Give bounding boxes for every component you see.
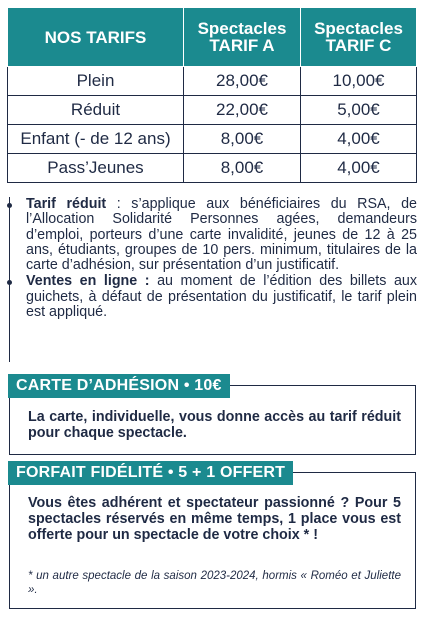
row-label: Pass’Jeunes	[8, 154, 184, 183]
table-row	[8, 67, 417, 96]
table-row	[8, 125, 417, 154]
bullet-icon	[7, 203, 12, 208]
table-row	[8, 154, 417, 183]
table-row	[8, 96, 417, 125]
row-price-a: 28,00€	[184, 67, 301, 96]
row-price-a: 22,00€	[184, 96, 301, 125]
carte-adhesion-body: La carte, individuelle, vous donne accès au tarif réduit pour chaque spectacle.	[28, 409, 401, 441]
note-tarif-reduit	[10, 197, 417, 273]
forfait-fidelite-box	[9, 464, 416, 609]
header-tarif-a-line2: TARIF A	[209, 36, 275, 55]
row-price-c: 5,00€	[301, 96, 417, 125]
forfait-fidelite-body: Vous êtes adhérent et spectateur passionné ? Pour 5 spectacles réservés en même temps, 1 place vous est offerte pour un spectacle de votre choix * !	[28, 495, 401, 543]
header-tarif-c-line2: TARIF C	[325, 36, 392, 55]
row-price-c: 4,00€	[301, 125, 417, 154]
header-tarif-c-line1: Spectacles	[314, 19, 403, 38]
tarifs-table	[7, 7, 417, 183]
header-tarif-a-line1: Spectacles	[197, 19, 287, 38]
header-tarif-a	[184, 8, 301, 67]
note-term: Tarif réduit	[26, 196, 107, 212]
header-tarif-c	[301, 8, 417, 67]
note-text: : s’applique aux bénéficiaires du RSA, de l’Allocation Solidarité Personnes agées, demandeurs d’emploi, porteurs d’une carte invalidité, jeunes de 12 à 25 ans, étudiants, groupes de 10 pers. minimum, titulaires de la carte d’adhésion, sur présentation d’un justificatif.	[26, 196, 417, 274]
note-text: au moment de l’édition des billets aux guichets, à défaut de présentation du justificatif, le tarif plein est appliqué.	[26, 273, 417, 321]
forfait-fidelite-footnote: * un autre spectacle de la saison 2023-2024, hormis « Roméo et Juliette ».	[28, 570, 401, 596]
row-price-a: 8,00€	[184, 125, 301, 154]
row-price-c: 10,00€	[301, 67, 417, 96]
row-price-a: 8,00€	[184, 154, 301, 183]
bullet-icon	[7, 280, 12, 285]
row-price-c: 4,00€	[301, 154, 417, 183]
carte-adhesion-title: CARTE D’ADHÉSION • 10€	[8, 374, 230, 398]
row-label: Réduit	[8, 96, 184, 125]
row-label: Enfant (- de 12 ans)	[8, 125, 184, 154]
note-ventes-en-ligne	[10, 274, 417, 320]
forfait-fidelite-title: FORFAIT FIDÉLITÉ • 5 + 1 OFFERT	[8, 461, 293, 485]
header-nos-tarifs: NOS TARIFS	[8, 8, 184, 67]
row-label: Plein	[8, 67, 184, 96]
note-term: Ventes en ligne :	[26, 273, 150, 290]
tarif-notes	[9, 197, 417, 362]
carte-adhesion-box	[9, 377, 416, 455]
table-header-row	[8, 8, 417, 67]
